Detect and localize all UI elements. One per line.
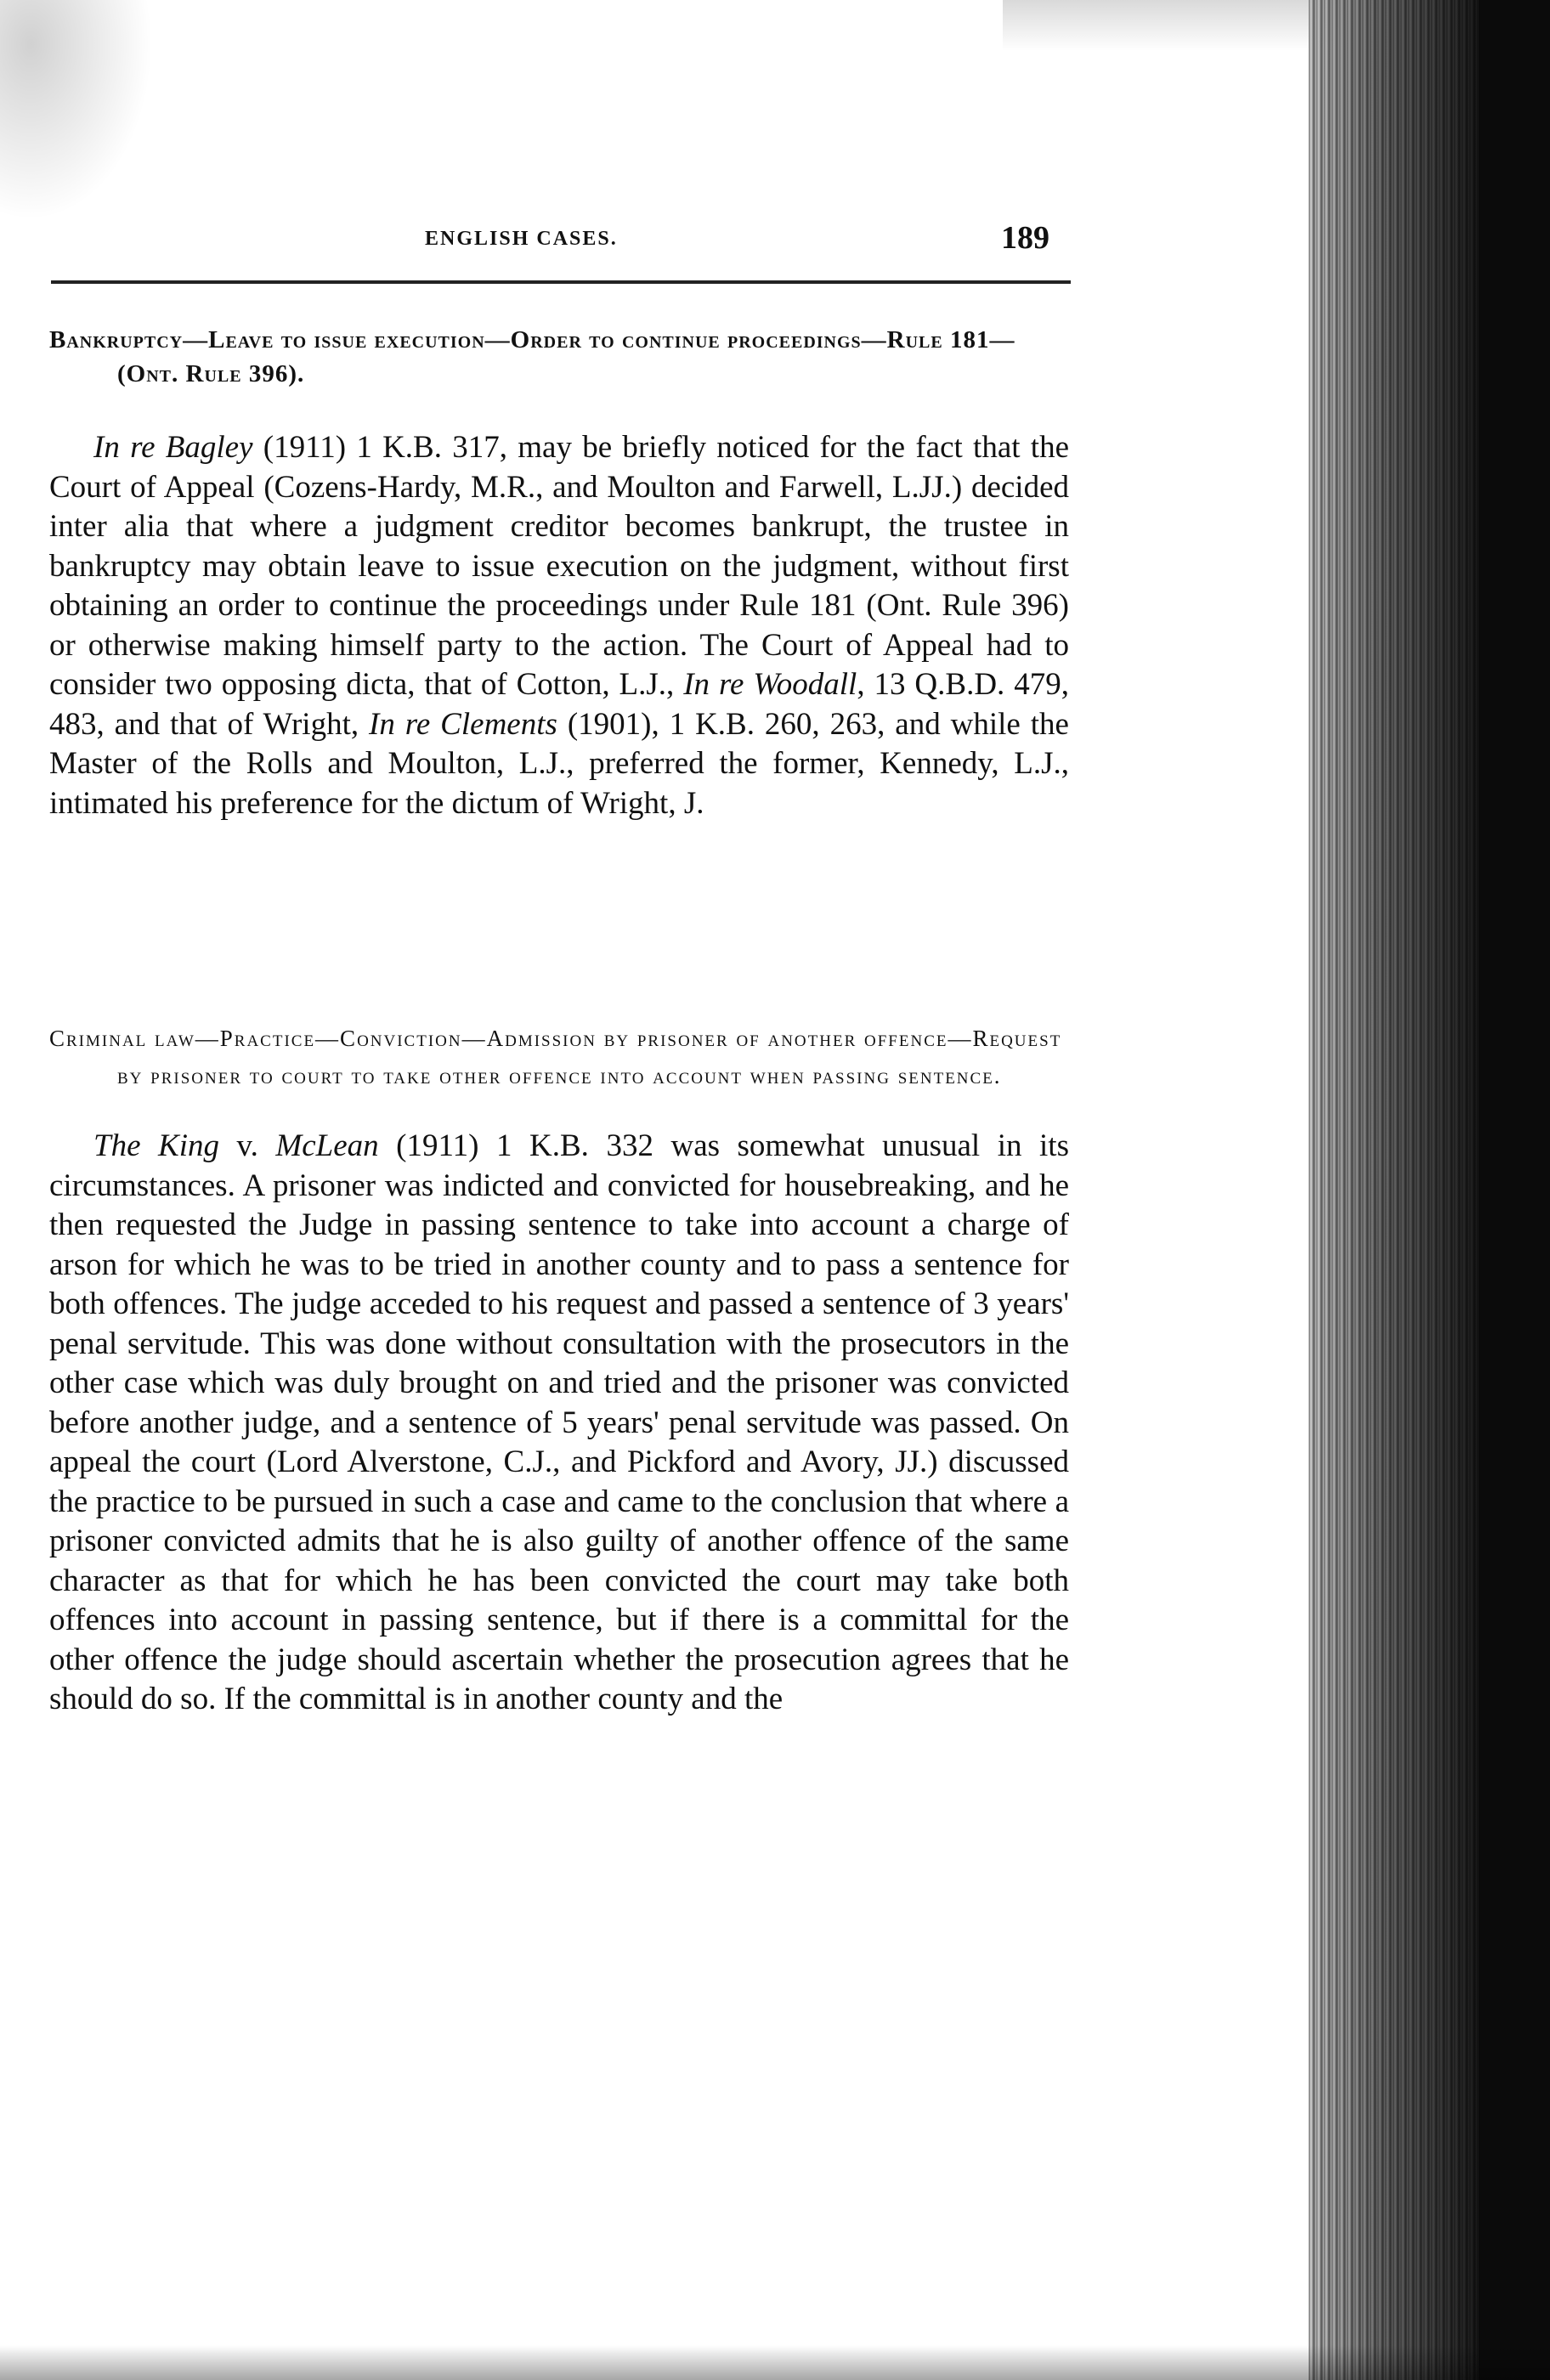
scan-border [1479,0,1550,2380]
section-heading: Bankruptcy—Leave to issue execution—Order to continue proceedings—Rule 181—(Ont. Rule 396). [49,326,1015,387]
paragraph-text: (1911) 1 K.B. 317, may be briefly noticed for the fact that the Court of Appeal (Cozens-Hardy, M.R., and Moulton and Farwell, L.JJ.) decided inter alia that where a judgment creditor becomes bankrupt, the trustee in bankruptcy may obtain leave to issue execution on the judgment, without first obtaining an order to continue the proceedings under Rule 181 (Ont. Rule 396) or otherwise making himself party to the action. The Court of Appeal had to consider two opposing dicta, that of Cotton, L.J., [49,430,1070,702]
case-name: In re Bagley [93,430,253,465]
header-rule [51,280,1071,284]
page-number: 189 [1001,220,1049,256]
case-name: In re Woodall [683,667,857,702]
case-name: McLean [275,1128,379,1163]
paragraph-text: , 13 Q.B.D. 479, 483, and that of Wright, [49,667,1069,742]
running-head: ENGLISH CASES. [425,228,618,250]
scan-shadow-bottom [0,2345,1550,2380]
paragraph-text: (1911) 1 K.B. 332 was somewhat unusual in its circumstances. A prisoner was indicted and convicted for housebreaking, and he then requested the Judge in passing sentence to take into account a charge of arson for which he was to be tried in another county and to pass a sentence for both offences. The judge acceded to his request and passed a sentence of 3 years' penal servitude. This was done without consultation with the prosecutors in the other case which was duly brought on and tried and the prisoner was convicted before another judge, and a sentence of 5 years' penal servitude was passed. On appeal the court (Lord Alverstone, C.J., and Pickford and Avory, JJ.) discussed the practice to be pursued in such a case and came to the conclusion that where a prisoner convicted admits that he is also guilty of another offence of the same character as that for which he has been convicted the court may take both offences into account in passing sentence, but if there is a committal for the other offence the judge should ascertain whether the prosecution agrees that he should do so. If the committal is in another county and the [49,1128,1069,1716]
case-paragraph [49,1127,1069,1720]
case-paragraph [49,428,1069,823]
case-name: In re Clements [369,706,557,742]
section-heading: Criminal law—Practice—Conviction—Admission by prisoner of another offence—Request by prisoner to court to take other offence into account when passing sentence. [49,1026,1062,1088]
section-criminal-law [49,1020,1069,1720]
paragraph-text: (1901), 1 K.B. 260, 263, and while the Master of the Rolls and Moulton, L.J., preferred the former, Kennedy, L.J., intimated his preference for the dictum of Wright, J. [49,706,1069,821]
scan-shadow-top-left [0,0,153,221]
case-name: The King [93,1128,219,1163]
paragraph-text: v. [219,1128,276,1163]
section-bankruptcy [49,323,1069,823]
scan-shadow-top [1003,0,1343,51]
